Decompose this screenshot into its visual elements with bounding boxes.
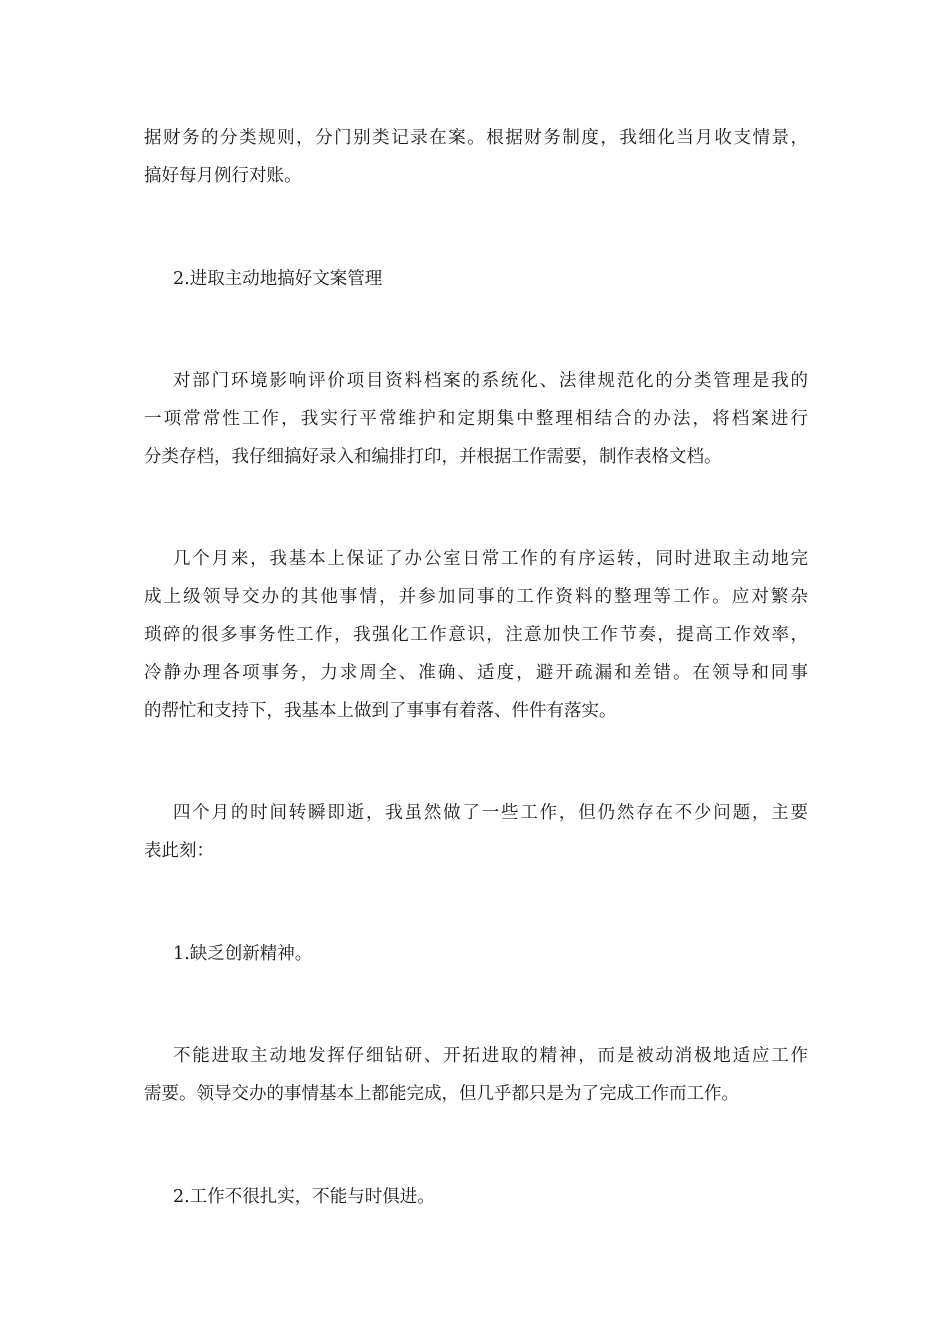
list-item-2: 2.工作不很扎实，不能与时俱进。 <box>173 1187 435 1207</box>
para2-line2: 一项常常性工作，我实行平常维护和定期集中整理相结合的办法，将档案进行 <box>144 409 808 429</box>
section-heading-2: 2.进取主动地搞好文案管理 <box>173 269 383 289</box>
para4-line1: 四个月的时间转瞬即逝，我虽然做了一些工作，但仍然存在不少问题，主要 <box>173 803 808 823</box>
list-item-1: 1.缺乏创新精神。 <box>173 944 313 964</box>
para4-line2: 表此刻： <box>144 841 214 861</box>
para2-line1: 对部门环境影响评价项目资料档案的系统化、法律规范化的分类管理是我的 <box>173 371 808 391</box>
para2-line3: 分类存档，我仔细搞好录入和编排打印，并根据工作需要，制作表格文档。 <box>144 447 722 467</box>
para1-line1: 据财务的分类规则，分门别类记录在案。根据财务制度，我细化当月收支情景， <box>144 128 808 148</box>
para3-line4: 冷静办理各项事务，力求周全、准确、适度，避开疏漏和差错。在领导和同事 <box>144 663 808 683</box>
para5-line1: 不能进取主动地发挥仔细钻研、开拓进取的精神，而是被动消极地适应工作 <box>173 1046 808 1066</box>
para5-line2: 需要。领导交办的事情基本上都能完成，但几乎都只是为了完成工作而工作。 <box>144 1084 739 1104</box>
para3-line2: 成上级领导交办的其他事情，并参加同事的工作资料的整理等工作。应对繁杂 <box>144 587 808 607</box>
para3-line5: 的帮忙和支持下，我基本上做到了事事有着落、件件有落实。 <box>144 701 617 721</box>
para3-line3: 琐碎的很多事务性工作，我强化工作意识，注意加快工作节奏，提高工作效率， <box>144 625 808 645</box>
para3-line1: 几个月来，我基本上保证了办公室日常工作的有序运转，同时进取主动地完 <box>173 549 808 569</box>
para1-line2: 搞好每月例行对账。 <box>144 166 302 186</box>
